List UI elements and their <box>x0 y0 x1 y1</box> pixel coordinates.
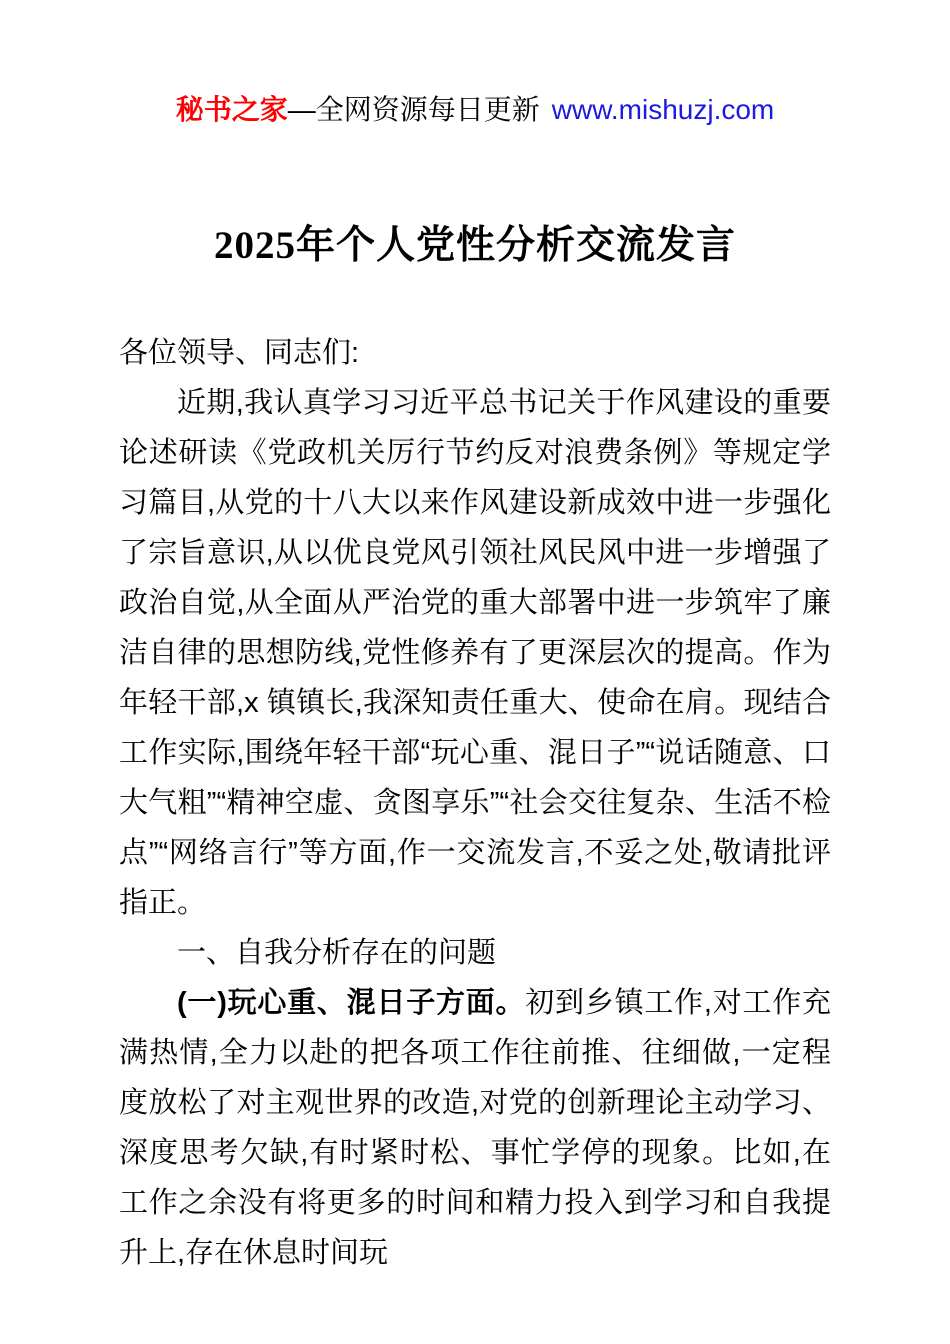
site-tagline: —全网资源每日更新 <box>287 94 540 125</box>
intro-paragraph: 近期,我认真学习习近平总书记关于作风建设的重要论述研读《党政机关厉行节约反对浪费条例》等规定学习篇目,从党的十八大以来作风建设新成效中进一步强化了宗旨意识,从以优良党风引领社风民风中进一步增强了政治自觉,从全面从严治党的重大部署中进一步筑牢了廉洁自律的思想防线,党性修养有了更深层次的提高。作为年轻干部,x 镇镇长,我深知责任重大、使命在肩。现结合工作实际,围绕年轻干部“玩心重、混日子”“说话随意、口大气粗”“精神空虚、贪图享乐”“社会交往复杂、生活不检点”“网络言行”等方面,作一交流发言,不妥之处,敬请批评指正。 <box>119 387 831 919</box>
issue-1-paragraph <box>119 978 831 1278</box>
section-1-heading: 一、自我分析存在的问题 <box>177 937 497 969</box>
salutation: 各位领导、同志们: <box>119 337 360 369</box>
document-body <box>119 328 831 1278</box>
site-url-link[interactable]: www.mishuzj.com <box>551 94 775 125</box>
site-header <box>0 0 950 130</box>
issue-1-bold-lead: (一)玩心重、混日子方面。 <box>177 987 526 1019</box>
site-brand: 秘书之家 <box>175 94 288 125</box>
document-title: 2025年个人党性分析交流发言 <box>213 224 736 267</box>
issue-1-text: 初到乡镇工作,对工作充满热情,全力以赴的把各项工作往前推、往细做,一定程度放松了对主观世界的改造,对党的创新理论主动学习、深度思考欠缺,有时紧时松、事忙学停的现象。比如,在工作之余没有将更多的时间和精力投入到学习和自我提升上,存在休息时间玩 <box>119 987 831 1269</box>
